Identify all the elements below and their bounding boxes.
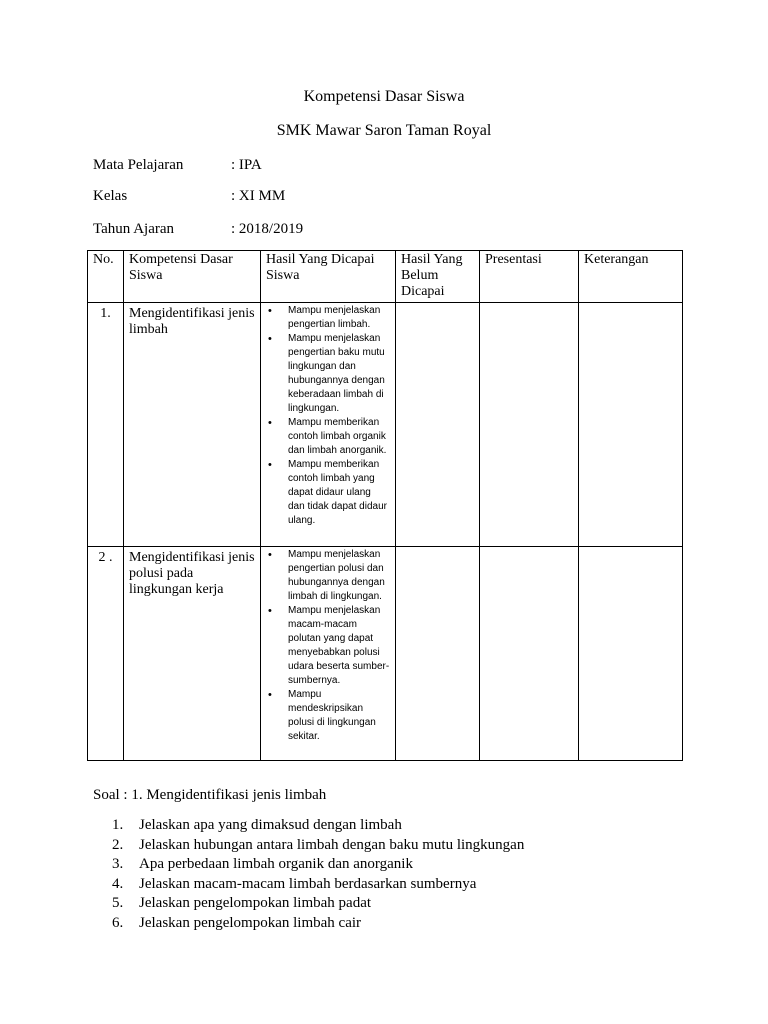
soal-text: Apa perbedaan limbah organik dan anorganik	[139, 856, 413, 872]
cell-presentasi	[480, 547, 579, 761]
cell-no: 1.	[88, 303, 124, 547]
header-hasil-belum: Hasil Yang Belum Dicapai	[396, 251, 480, 303]
cell-kompetensi: Mengidentifikasi jenis limbah	[124, 303, 261, 547]
table-row	[88, 547, 683, 761]
list-item	[112, 875, 524, 895]
table-header-row	[88, 251, 683, 303]
header-no: No.	[88, 251, 124, 303]
list-item: • Mampu menjelaskan pengertian limbah.	[288, 304, 390, 332]
list-item: • Mampu menjelaskan pengertian baku mutu lingkungan dan hubungannya dengan keberadaan limbah di lingkungan.	[288, 332, 390, 416]
info-label: Tahun Ajaran	[93, 221, 175, 237]
list-item	[112, 894, 524, 914]
kompetensi-table	[87, 250, 683, 761]
header-hasil-dicapai: Hasil Yang Dicapai Siswa	[261, 251, 396, 303]
soal-list	[112, 816, 524, 933]
soal-text: Jelaskan macam-macam limbah berdasarkan sumbernya	[139, 875, 477, 892]
cell-presentasi	[480, 303, 579, 547]
soal-number: 2.	[112, 836, 124, 853]
header-kompetensi: Kompetensi Dasar Siswa	[124, 251, 261, 303]
soal-text: Jelaskan pengelompokan limbah padat	[139, 895, 372, 911]
cell-belum	[396, 547, 480, 761]
list-item	[112, 855, 524, 875]
soal-number: 1.	[112, 817, 124, 833]
list-item: • Mampu memberikan contoh limbah organik dan limbah anorganik.	[288, 416, 390, 458]
info-value: : IPA	[231, 157, 262, 173]
soal-number: 6.	[112, 914, 124, 931]
list-item: • Mampu menjelaskan macam-macam polutan yang dapat menyebabkan polusi udara beserta sumber-sumbernya.	[288, 604, 390, 688]
table-row	[88, 303, 683, 547]
soal-text: Jelaskan apa yang dimaksud dengan limbah	[139, 817, 402, 833]
cell-keterangan	[579, 547, 683, 761]
soal-title: Soal : 1. Mengidentifikasi jenis limbah	[93, 787, 327, 803]
hasil-list	[266, 548, 390, 744]
list-item	[112, 816, 524, 836]
page-title: Kompetensi Dasar Siswa	[303, 88, 465, 105]
header-keterangan: Keterangan	[579, 251, 683, 303]
school-name: SMK Mawar Saron Taman Royal	[276, 122, 492, 139]
cell-hasil	[261, 303, 396, 547]
info-value: : XI MM	[231, 188, 286, 204]
cell-kompetensi: Mengidentifikasi jenis polusi pada lingkungan kerja	[124, 547, 261, 761]
soal-number: 5.	[112, 895, 124, 911]
soal-text: Jelaskan pengelompokan limbah cair	[139, 914, 362, 931]
list-item: • Mampu menjelaskan pengertian polusi dan hubungannya dengan limbah di lingkungan.	[288, 548, 390, 604]
soal-number: 4.	[112, 875, 124, 892]
list-item	[112, 914, 524, 934]
cell-no: 2 .	[88, 547, 124, 761]
info-label: Mata Pelajaran	[93, 157, 184, 173]
info-label: Kelas	[93, 188, 128, 204]
soal-number: 3.	[112, 856, 124, 872]
soal-text: Jelaskan hubungan antara limbah dengan baku mutu lingkungan	[139, 836, 525, 853]
cell-hasil	[261, 547, 396, 761]
list-item	[112, 836, 524, 856]
info-value: : 2018/2019	[231, 221, 304, 237]
cell-keterangan	[579, 303, 683, 547]
hasil-list	[266, 304, 390, 528]
list-item: • Mampu memberikan contoh limbah yang dapat didaur ulang dan tidak dapat didaur ulang.	[288, 458, 390, 528]
cell-belum	[396, 303, 480, 547]
list-item: • Mampu mendeskripsikan polusi di lingkungan sekitar.	[288, 688, 390, 744]
header-presentasi: Presentasi	[480, 251, 579, 303]
